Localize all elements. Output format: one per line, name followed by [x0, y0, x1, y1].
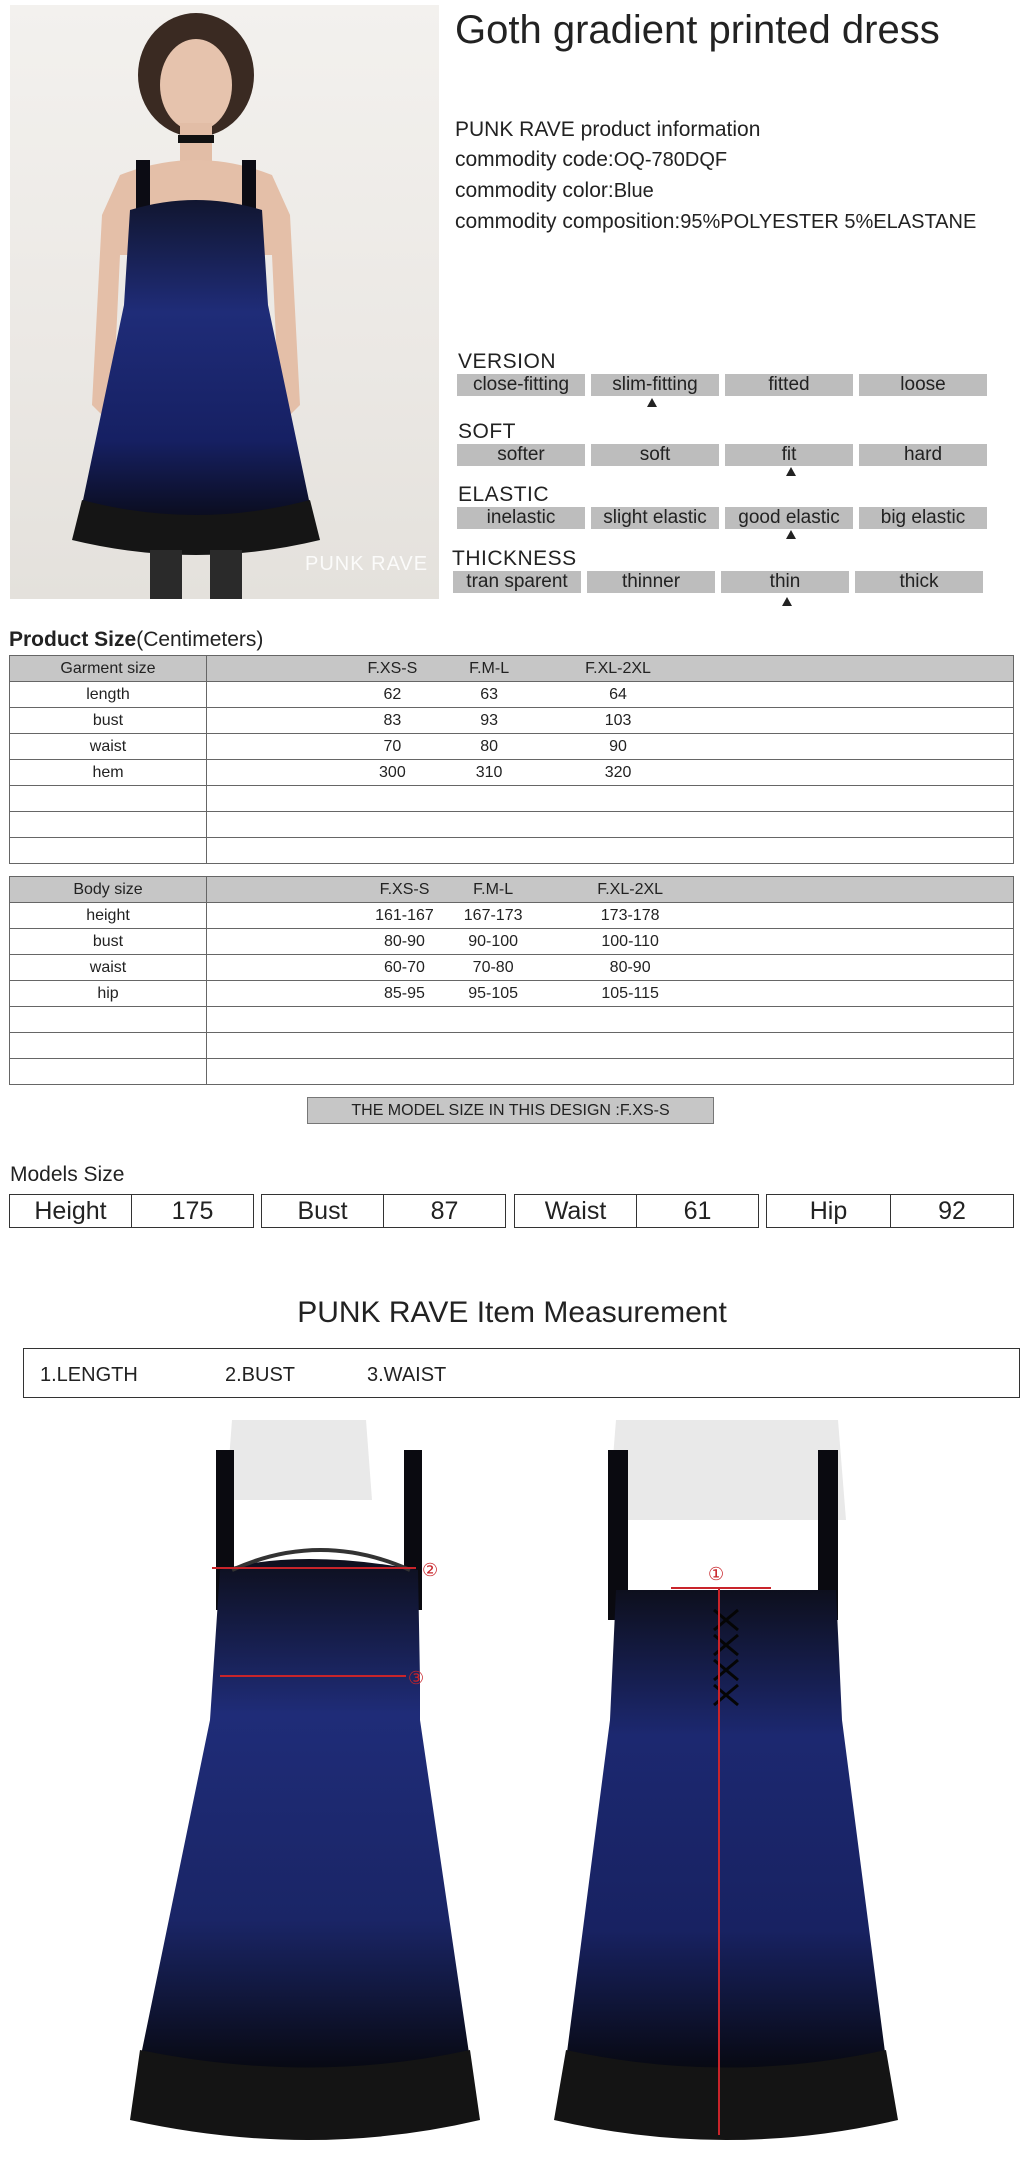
- version-option: slim-fitting: [591, 374, 719, 396]
- row-label: waist: [10, 734, 207, 760]
- row-label: length: [10, 682, 207, 708]
- model-waist-box: [514, 1194, 759, 1228]
- cell-value: 64: [609, 686, 627, 703]
- version-option: close-fitting: [457, 374, 585, 396]
- table-row: [10, 929, 1014, 955]
- thickness-option: thinner: [587, 571, 715, 593]
- measurement-item: 2.BUST: [225, 1364, 296, 1386]
- row-values: [207, 760, 1014, 786]
- size-col-header: F.XL-2XL: [585, 660, 651, 677]
- soft-marker: [786, 467, 796, 476]
- model-hip-value: 92: [938, 1197, 966, 1225]
- row-label: bust: [10, 708, 207, 734]
- elastic-option: good elastic: [725, 507, 853, 529]
- commodity-color-label: commodity color:: [455, 179, 614, 202]
- model-hip-box: [766, 1194, 1014, 1228]
- table-row: [10, 760, 1014, 786]
- soft-option: hard: [859, 444, 987, 466]
- cell-value: 60-70: [384, 959, 425, 976]
- table-row: [10, 682, 1014, 708]
- model-hip-label: Hip: [767, 1195, 891, 1227]
- elastic-option: big elastic: [859, 507, 987, 529]
- measurement-title: PUNK RAVE Item Measurement: [297, 1296, 727, 1329]
- size-col-header: F.XL-2XL: [597, 881, 664, 898]
- row-label: hip: [10, 981, 207, 1007]
- version-marker: [647, 398, 657, 407]
- cell-value: 161-167: [375, 907, 434, 924]
- row-values: [207, 682, 1014, 708]
- size-col-header: F.M-L: [473, 881, 514, 898]
- size-col-header: F.M-L: [469, 660, 510, 677]
- product-size-title-unit: (Centimeters): [136, 628, 264, 651]
- size-columns-header: [207, 877, 1014, 903]
- cell-value: 103: [604, 712, 632, 729]
- product-size-title: [9, 628, 263, 652]
- table-row: [10, 708, 1014, 734]
- commodity-code-label: commodity code:: [455, 148, 614, 171]
- row-values: [207, 929, 1014, 955]
- length-marker: ①: [708, 1564, 725, 1585]
- empty-row: [10, 838, 1014, 864]
- soft-scale: [457, 444, 987, 466]
- empty-row: [10, 1033, 1014, 1059]
- version-option: loose: [859, 374, 987, 396]
- cell-value: 80: [480, 738, 498, 755]
- table-row: [10, 734, 1014, 760]
- thickness-option: thick: [855, 571, 983, 593]
- product-size-title-bold: Product Size: [9, 628, 137, 651]
- cell-value: 320: [604, 764, 632, 781]
- model-bust-box: [261, 1194, 506, 1228]
- elastic-scale: [457, 507, 987, 529]
- row-values: [207, 981, 1014, 1007]
- model-waist-label: Waist: [515, 1195, 637, 1227]
- cell-value: 80-90: [384, 933, 425, 950]
- commodity-code-value: OQ-780DQF: [613, 149, 728, 171]
- row-values: [207, 903, 1014, 929]
- table-row: [10, 903, 1014, 929]
- soft-option: soft: [591, 444, 719, 466]
- cell-value: 95-105: [468, 985, 519, 1002]
- row-label: height: [10, 903, 207, 929]
- cell-value: 90-100: [468, 933, 519, 950]
- cell-value: 300: [379, 764, 406, 781]
- table-row: [10, 981, 1014, 1007]
- waist-marker: ③: [408, 1668, 425, 1689]
- thickness-option: thin: [721, 571, 849, 593]
- soft-option: softer: [457, 444, 585, 466]
- row-values: [207, 734, 1014, 760]
- cell-value: 173-178: [600, 907, 660, 924]
- cell-value: 70-80: [472, 959, 514, 976]
- commodity-composition-value: 95%POLYESTER 5%ELASTANE: [680, 211, 977, 233]
- model-size-note: THE MODEL SIZE IN THIS DESIGN :F.XS-S: [307, 1097, 714, 1124]
- cell-value: 70: [383, 738, 402, 755]
- body-size-table: [9, 876, 1014, 1085]
- cell-value: 167-173: [463, 907, 523, 924]
- commodity-color: [455, 179, 654, 203]
- measurement-item: 1.LENGTH: [40, 1364, 138, 1386]
- version-scale: [457, 374, 987, 396]
- dress-back-image: [546, 1420, 906, 2140]
- cell-value: 80-90: [609, 959, 651, 976]
- model-bust-value: 87: [430, 1197, 459, 1225]
- empty-row: [10, 1059, 1014, 1085]
- garment-size-table: [9, 655, 1014, 864]
- body-size-header: Body size: [10, 877, 207, 903]
- models-size-title: Models Size: [10, 1163, 125, 1186]
- cell-value: 63: [480, 686, 498, 703]
- commodity-composition: [455, 210, 976, 234]
- elastic-label: ELASTIC: [458, 483, 550, 506]
- model-height-value: 175: [171, 1197, 214, 1225]
- row-values: [207, 955, 1014, 981]
- size-columns-header: [207, 656, 1014, 682]
- dress-back-illustration: [546, 1420, 906, 2140]
- empty-row: [10, 786, 1014, 812]
- row-label: bust: [10, 929, 207, 955]
- product-title: Goth gradient printed dress: [455, 8, 940, 52]
- table-header-row: [10, 656, 1014, 682]
- model-illustration: [10, 5, 439, 599]
- model-height-box: [9, 1194, 254, 1228]
- commodity-composition-label: commodity composition:: [455, 210, 681, 233]
- row-values: [207, 708, 1014, 734]
- garment-size-header: Garment size: [10, 656, 207, 682]
- table-header-row: [10, 877, 1014, 903]
- model-height-label: Height: [10, 1195, 132, 1227]
- dress-front-image: [120, 1420, 480, 2140]
- thickness-scale: [453, 571, 983, 593]
- measurement-item: 3.WAIST: [367, 1364, 447, 1386]
- dress-front-illustration: [120, 1420, 480, 2140]
- table-row: [10, 955, 1014, 981]
- version-option: fitted: [725, 374, 853, 396]
- elastic-option: slight elastic: [591, 507, 719, 529]
- row-label: hem: [10, 760, 207, 786]
- cell-value: 90: [609, 738, 627, 755]
- soft-label: SOFT: [458, 420, 516, 443]
- measurement-legend: [23, 1348, 1020, 1398]
- version-label: VERSION: [458, 350, 557, 373]
- elastic-option: inelastic: [457, 507, 585, 529]
- commodity-color-value: Blue: [613, 180, 654, 202]
- cell-value: 93: [480, 712, 498, 729]
- model-waist-value: 61: [683, 1197, 712, 1225]
- cell-value: 83: [383, 712, 402, 729]
- thickness-label: THICKNESS: [452, 547, 577, 570]
- soft-option: fit: [725, 444, 853, 466]
- photo-watermark: PUNK RAVE: [305, 553, 429, 575]
- thickness-marker: [782, 597, 792, 606]
- thickness-option: tran sparent: [453, 571, 581, 593]
- hero-photo: [10, 5, 439, 599]
- commodity-code: [455, 148, 727, 172]
- row-label: waist: [10, 955, 207, 981]
- empty-row: [10, 1007, 1014, 1033]
- empty-row: [10, 812, 1014, 838]
- brand-line: PUNK RAVE product information: [455, 118, 761, 141]
- size-col-header: F.XS-S: [379, 881, 430, 898]
- cell-value: 62: [383, 686, 402, 703]
- cell-value: 100-110: [601, 933, 659, 950]
- cell-value: 310: [475, 764, 503, 781]
- size-col-header: F.XS-S: [367, 660, 418, 677]
- model-bust-label: Bust: [262, 1195, 384, 1227]
- elastic-marker: [786, 530, 796, 539]
- cell-value: 85-95: [384, 985, 425, 1002]
- cell-value: 105-115: [601, 985, 659, 1002]
- bust-marker: ②: [422, 1560, 439, 1581]
